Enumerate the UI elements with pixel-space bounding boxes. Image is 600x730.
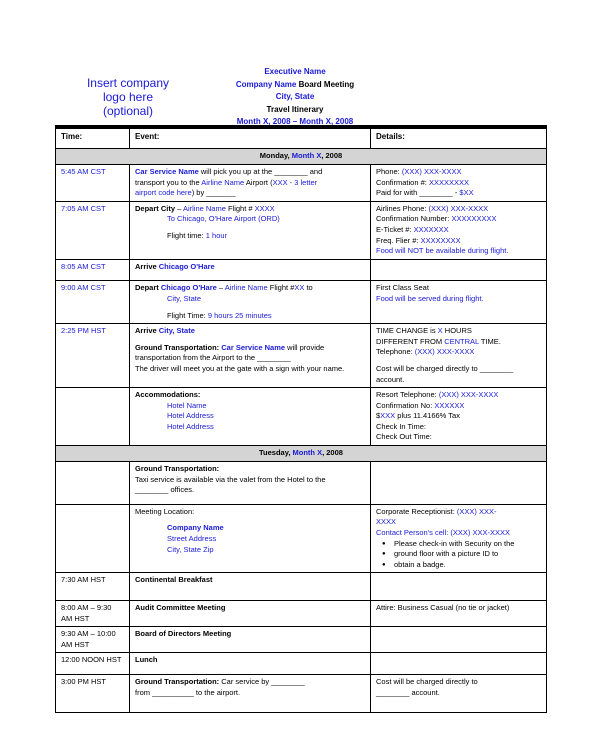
hotel-address: Hotel Address — [167, 411, 214, 421]
amount-value: $XX — [459, 188, 474, 198]
row-event — [130, 573, 371, 601]
arrival-city: City, State — [158, 326, 195, 336]
table-row — [56, 324, 547, 388]
text: offices. — [168, 485, 195, 495]
company-name: Company Name — [235, 79, 297, 89]
label: Phone: — [376, 167, 402, 176]
itinerary-table — [55, 125, 547, 713]
label: Flight Time: — [167, 310, 208, 320]
label: Flight time: — [167, 230, 206, 240]
check-out-label: Check Out Time: — [376, 432, 432, 442]
row-time — [56, 504, 130, 573]
logo-line-2: logo here — [102, 90, 154, 104]
label: Confirmation #: — [376, 177, 429, 187]
car-service-name: Car Service Name — [135, 167, 199, 176]
text: $ — [376, 411, 381, 421]
flight-time: 1 hour — [205, 230, 228, 240]
destination: City, State — [167, 293, 202, 303]
text: plus 11.4166% Tax — [395, 411, 460, 421]
blank: __________ — [152, 687, 194, 697]
airport-code-hint: XXX - 3 letter — [272, 177, 318, 187]
hotel-address: Hotel Address — [167, 421, 214, 431]
text: will provide — [285, 342, 325, 352]
table-row — [56, 601, 547, 627]
time-end: AM HST — [61, 639, 90, 649]
blank: ________ — [419, 188, 453, 198]
hotel-name: Hotel Name — [167, 400, 207, 410]
row-event — [130, 627, 371, 653]
event-title: Continental Breakfast — [135, 575, 213, 585]
depart-label: Depart City — [135, 203, 176, 213]
city-state: City, State — [275, 92, 315, 101]
row-event — [130, 674, 371, 712]
row-event — [130, 201, 371, 259]
blank: ________ — [479, 363, 514, 373]
label: Paid for with — [376, 188, 420, 198]
time-start: 8:00 AM – 9:30 — [61, 603, 112, 612]
label: Confirmation No: — [376, 400, 435, 410]
eticket-value: XXXXXXX — [413, 224, 449, 234]
text: – — [216, 283, 225, 293]
ground-transport-label: Ground Transportation: — [135, 676, 220, 686]
confirmation-value: XXXXXXXXX — [451, 214, 497, 224]
day-2-header — [56, 446, 547, 462]
table-row — [56, 281, 547, 324]
row-event — [130, 653, 371, 675]
row-time: 7:30 AM HST — [56, 573, 130, 601]
row-details — [371, 653, 547, 675]
phone-value: (XXX) XXX-XXXX — [401, 167, 462, 176]
text: account. — [409, 687, 440, 697]
event-title: Lunch — [135, 655, 158, 665]
text: To — [167, 214, 178, 224]
executive-name: Executive Name — [264, 67, 326, 76]
row-details — [371, 601, 547, 627]
text: to — [304, 283, 313, 293]
time-end: AM HST — [61, 613, 90, 623]
phone-value: XXXX — [376, 517, 397, 527]
details-column-header: Details: — [371, 127, 547, 149]
security-note — [376, 539, 541, 571]
row-time: 2:25 PM HST — [56, 324, 130, 388]
event-column-header: Event: — [130, 127, 371, 149]
hours-value: X — [437, 326, 443, 336]
phone-value: (XXX) XXX-XXXX — [414, 347, 475, 357]
logo-placeholder — [80, 76, 176, 118]
label: Confirmation Number: — [376, 214, 452, 224]
text: The driver will meet you at the gate with a sign with your name. — [135, 363, 345, 373]
destination: Chicago, O'Hare Airport (ORD) — [177, 214, 280, 224]
table-row — [56, 259, 547, 281]
text: Car service by — [219, 676, 272, 686]
row-event — [130, 388, 371, 446]
text: HOURS — [442, 326, 472, 336]
flight-number: XX — [294, 283, 305, 293]
row-details — [371, 281, 547, 324]
day-1-weekday: Monday, — [259, 151, 292, 160]
meeting-title — [190, 79, 400, 92]
meeting-label: Board Meeting — [296, 79, 355, 89]
day-1-header — [56, 149, 547, 165]
blank: _______ — [206, 188, 236, 198]
text: obtain a badge. — [394, 559, 446, 569]
text: account. — [376, 374, 405, 384]
row-event — [130, 601, 371, 627]
flight-number: XXXX — [254, 203, 275, 213]
time-start: 9:30 AM – 10:00 — [61, 629, 116, 639]
phone-value: (XXX) XXX-XXXX — [450, 528, 510, 538]
row-details — [371, 627, 547, 653]
row-details — [371, 504, 547, 573]
row-details — [371, 259, 547, 281]
table-row — [56, 573, 547, 601]
text: Taxi service is available via the valet from the Hotel to the — [135, 474, 326, 484]
row-details — [371, 201, 547, 259]
food-note: Food will be served during flight. — [376, 293, 484, 303]
attire-note: Attire: Business Casual (no tie or jacket) — [376, 603, 510, 612]
day-header-row — [56, 446, 547, 462]
label: Corporate Receptionist: — [376, 506, 457, 516]
logo-line-1: Insert company — [86, 76, 170, 90]
row-time: 7:05 AM CST — [56, 201, 130, 259]
text: Cost will be charged directly to — [376, 363, 480, 373]
text: transportation from the Airport to the — [135, 353, 258, 363]
label: Airlines Phone: — [376, 203, 429, 213]
row-event — [130, 462, 371, 505]
arrive-label: Arrive — [135, 261, 159, 271]
table-row — [56, 165, 547, 202]
text: - — [452, 188, 460, 198]
text: DIFFERENT FROM — [376, 336, 445, 346]
table-row — [56, 653, 547, 675]
seat-class: First Class Seat — [376, 283, 429, 293]
arrival-airport: Chicago O'Hare — [158, 261, 215, 271]
rate-value: XXX — [380, 411, 396, 421]
text: TIME CHANGE is — [376, 326, 438, 336]
label: E-Ticket #: — [376, 224, 414, 234]
meeting-location-label: Meeting Location: — [135, 506, 195, 516]
label: Telephone: — [376, 347, 415, 357]
table-row — [56, 674, 547, 712]
day-2-month: Month X — [292, 448, 323, 458]
ground-transport-label: Ground Transportation: — [135, 464, 220, 474]
row-details — [371, 324, 547, 388]
row-event — [130, 281, 371, 324]
row-details — [371, 165, 547, 202]
timezone-value: CENTRAL — [444, 336, 479, 346]
company-name: Company Name — [167, 523, 224, 533]
text: Airport ( — [244, 177, 273, 187]
text: ground floor with a picture ID to — [394, 549, 499, 559]
text: from — [135, 687, 153, 697]
phone-value: (XXX) XXX-XXXX — [428, 203, 489, 213]
departure-airport: Chicago O'Hare — [160, 283, 217, 293]
table-header-row — [56, 127, 547, 149]
confirmation-value: XXXXXXXX — [428, 177, 469, 187]
text: Flight # — [267, 283, 295, 293]
airline-name: Airline Name — [201, 177, 245, 187]
row-time — [56, 627, 130, 653]
depart-label: Depart — [135, 283, 161, 293]
event-title: Board of Directors Meeting — [135, 629, 232, 639]
blank: ________ — [376, 687, 410, 697]
label: Freq. Flier #: — [376, 235, 421, 245]
row-event — [130, 324, 371, 388]
logo-line-3: (optional) — [102, 104, 154, 118]
row-time: 9:00 AM CST — [56, 281, 130, 324]
table-row — [56, 504, 547, 573]
row-time: 5:45 AM CST — [56, 165, 130, 202]
text: ) by — [191, 188, 207, 198]
label: Resort Telephone: — [376, 390, 439, 400]
blank: ________ — [271, 676, 305, 686]
date-range: Month X, 2008 – Month X, 2008 — [236, 117, 354, 126]
text: Cost will be charged directly to — [376, 676, 478, 686]
arrive-label: Arrive — [135, 326, 159, 336]
row-details — [371, 674, 547, 712]
flight-time: 9 hours 25 minutes — [207, 310, 272, 320]
blank: ________ — [135, 485, 169, 495]
accommodations-label: Accommodations: — [135, 390, 201, 400]
row-event — [130, 259, 371, 281]
text: TIME. — [478, 336, 501, 346]
airport-code-hint: airport code here — [135, 188, 192, 198]
row-time — [56, 462, 130, 505]
day-header-row — [56, 149, 547, 165]
row-time: 12:00 NOON HST — [56, 653, 130, 675]
day-1-year: , 2008 — [321, 151, 343, 160]
street-address: Street Address — [167, 534, 217, 544]
row-details — [371, 573, 547, 601]
check-in-label: Check In Time: — [376, 421, 427, 431]
event-title: Audit Committee Meeting — [135, 603, 226, 612]
table-row — [56, 462, 547, 505]
blank: ________ — [274, 167, 308, 176]
airline-name: Airline Name — [224, 283, 268, 293]
text: to the airport. — [193, 687, 241, 697]
time-column-header: Time: — [56, 127, 130, 149]
food-note: Food will NOT be available during flight. — [376, 246, 509, 256]
row-time: 3:00 PM HST — [56, 674, 130, 712]
blank: ________ — [257, 353, 291, 363]
ground-transport-label: Ground Transportation: — [135, 342, 222, 352]
row-time: 8:05 AM CST — [56, 259, 130, 281]
day-1-month: Month X — [291, 151, 322, 160]
row-event — [130, 165, 371, 202]
row-details — [371, 462, 547, 505]
row-time — [56, 388, 130, 446]
confirmation-value: XXXXXX — [434, 400, 465, 410]
label: Contact Person's cell: — [376, 528, 451, 538]
table-row — [56, 201, 547, 259]
travel-itinerary-label: Travel Itinerary — [266, 104, 324, 114]
phone-value: (XXX) XXX-XXXX — [438, 390, 499, 400]
text: Please check-in with Security on the — [394, 538, 515, 548]
row-event — [130, 504, 371, 573]
car-service-name: Car Service Name — [221, 342, 286, 352]
flier-value: XXXXXXXX — [420, 235, 461, 245]
airline-name: Airline Name — [182, 203, 226, 213]
day-2-weekday: Tuesday, — [259, 448, 293, 458]
table-row — [56, 388, 547, 446]
city-state-zip: City, State Zip — [167, 544, 214, 554]
day-2-year: , 2008 — [322, 448, 343, 458]
row-details — [371, 388, 547, 446]
text: Flight # — [225, 203, 255, 213]
text: and — [307, 167, 323, 176]
table-row — [56, 627, 547, 653]
text: transport you to the — [135, 177, 202, 187]
phone-value: (XXX) XXX- — [456, 506, 497, 516]
text: will pick you up at the — [198, 167, 275, 176]
row-time — [56, 601, 130, 627]
text: – — [175, 203, 183, 213]
document-header — [190, 66, 400, 129]
